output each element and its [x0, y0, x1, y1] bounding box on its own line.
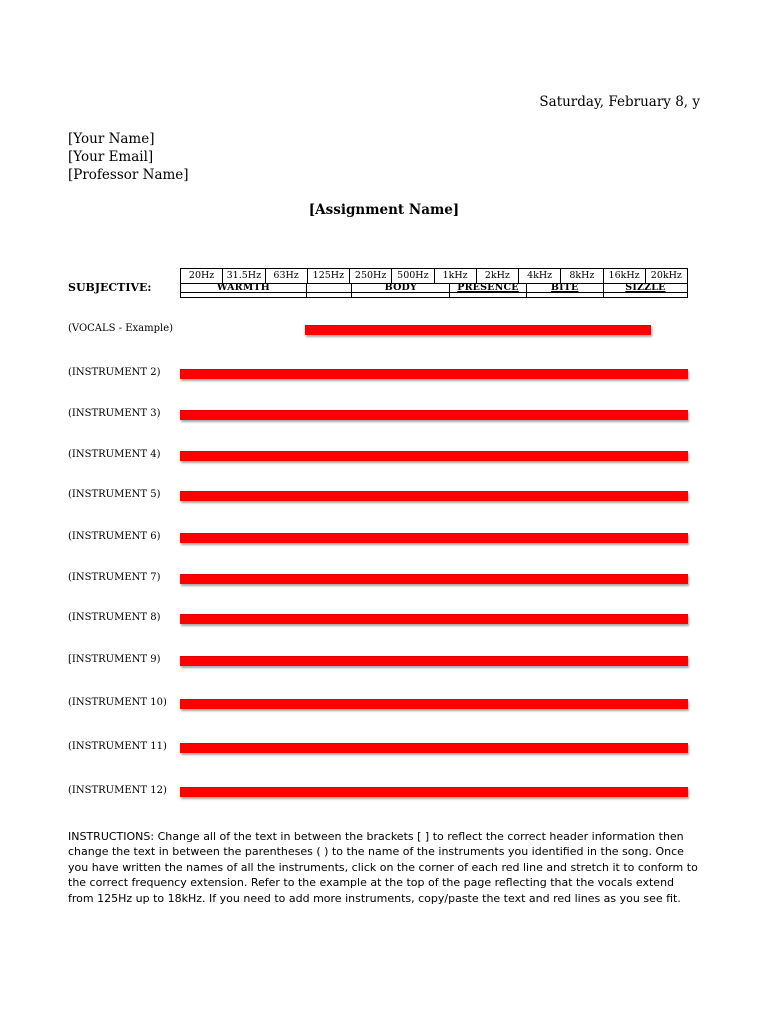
- frequency-label: 20Hz: [181, 269, 223, 283]
- instrument-label[interactable]: (INSTRUMENT 12): [68, 785, 167, 796]
- instrument-label[interactable]: (INSTRUMENT 7): [68, 572, 161, 583]
- student-name-field[interactable]: [Your Name]: [68, 131, 155, 147]
- frequency-label: 125Hz: [308, 269, 350, 283]
- band-label: SIZZLE: [625, 282, 666, 293]
- instrument-label[interactable]: (INSTRUMENT 11): [68, 741, 167, 752]
- subjective-label: SUBJECTIVE:: [68, 281, 152, 294]
- instrument-label[interactable]: (INSTRUMENT 8): [68, 612, 161, 623]
- band-row-bottom: [181, 292, 687, 297]
- band-spacer: [604, 292, 687, 297]
- frequency-range-bar[interactable]: [180, 369, 688, 379]
- frequency-label: 2kHz: [477, 269, 519, 283]
- document-date: Saturday, February 8, y: [539, 94, 700, 110]
- instructions-text: INSTRUCTIONS: Change all of the text in between the brackets [ ] to reflect the correct header information then change the text in between the parentheses ( ) to the name of the instruments you identified in the song. Once you have written the names of all the instruments, click on the corner of each red line and stretch it to conform to the correct frequency extension. Refer to the example at the top of the page reflecting that the vocals extend from 125Hz up to 18kHz. If you need to add more instruments, copy/paste the text and red lines as you see fit.: [68, 830, 698, 905]
- band-label: PRESENCE: [450, 283, 526, 292]
- frequency-range-bar[interactable]: [305, 325, 651, 335]
- frequency-label: 500Hz: [392, 269, 434, 283]
- frequency-range-bar[interactable]: [180, 614, 688, 624]
- instrument-label[interactable]: (VOCALS - Example): [68, 323, 174, 334]
- frequency-label: 20kHz: [650, 270, 682, 281]
- frequency-label: 1kHz: [435, 269, 477, 283]
- frequency-range-bar[interactable]: [180, 743, 688, 753]
- frequency-range-bar[interactable]: [180, 699, 688, 709]
- frequency-range-bar[interactable]: [180, 787, 688, 797]
- band-spacer: [181, 292, 307, 297]
- band-spacer: [307, 283, 353, 292]
- frequency-table: [180, 268, 688, 298]
- instrument-label[interactable]: (INSTRUMENT 5): [68, 489, 161, 500]
- frequency-range-bar[interactable]: [180, 491, 688, 501]
- frequency-range-bar[interactable]: [180, 533, 688, 543]
- frequency-label: 4kHz: [519, 269, 561, 283]
- band-label: BODY: [352, 283, 450, 292]
- instrument-label[interactable]: (INSTRUMENT 4): [68, 449, 161, 460]
- band-label: WARMTH: [181, 283, 307, 292]
- frequency-range-bar[interactable]: [180, 656, 688, 666]
- frequency-range-bar[interactable]: [180, 574, 688, 584]
- frequency-label: 63Hz: [266, 269, 308, 283]
- instrument-label[interactable]: (INSTRUMENT 6): [68, 531, 161, 542]
- band-spacer: [307, 292, 353, 297]
- frequency-label: 8kHz: [561, 269, 603, 283]
- frequency-range-bar[interactable]: [180, 410, 688, 420]
- frequency-label: 16kHz: [604, 269, 646, 283]
- instrument-label[interactable]: (INSTRUMENT 2): [68, 367, 161, 378]
- band-label: BITE: [527, 283, 604, 292]
- frequency-label: 250Hz: [350, 269, 392, 283]
- band-spacer: [450, 292, 526, 297]
- instrument-label[interactable]: (INSTRUMENT 3): [68, 408, 161, 419]
- frequency-range-bar[interactable]: [180, 451, 688, 461]
- frequency-label: 31.5Hz: [223, 269, 265, 283]
- student-email-field[interactable]: [Your Email]: [68, 149, 154, 165]
- assignment-title[interactable]: [Assignment Name]: [308, 202, 460, 218]
- instrument-label[interactable]: (INSTRUMENT 10): [68, 697, 167, 708]
- band-spacer: [352, 292, 450, 297]
- instrument-label[interactable]: [INSTRUMENT 9): [68, 654, 161, 665]
- band-spacer: [527, 292, 604, 297]
- professor-name-field[interactable]: [Professor Name]: [68, 167, 189, 183]
